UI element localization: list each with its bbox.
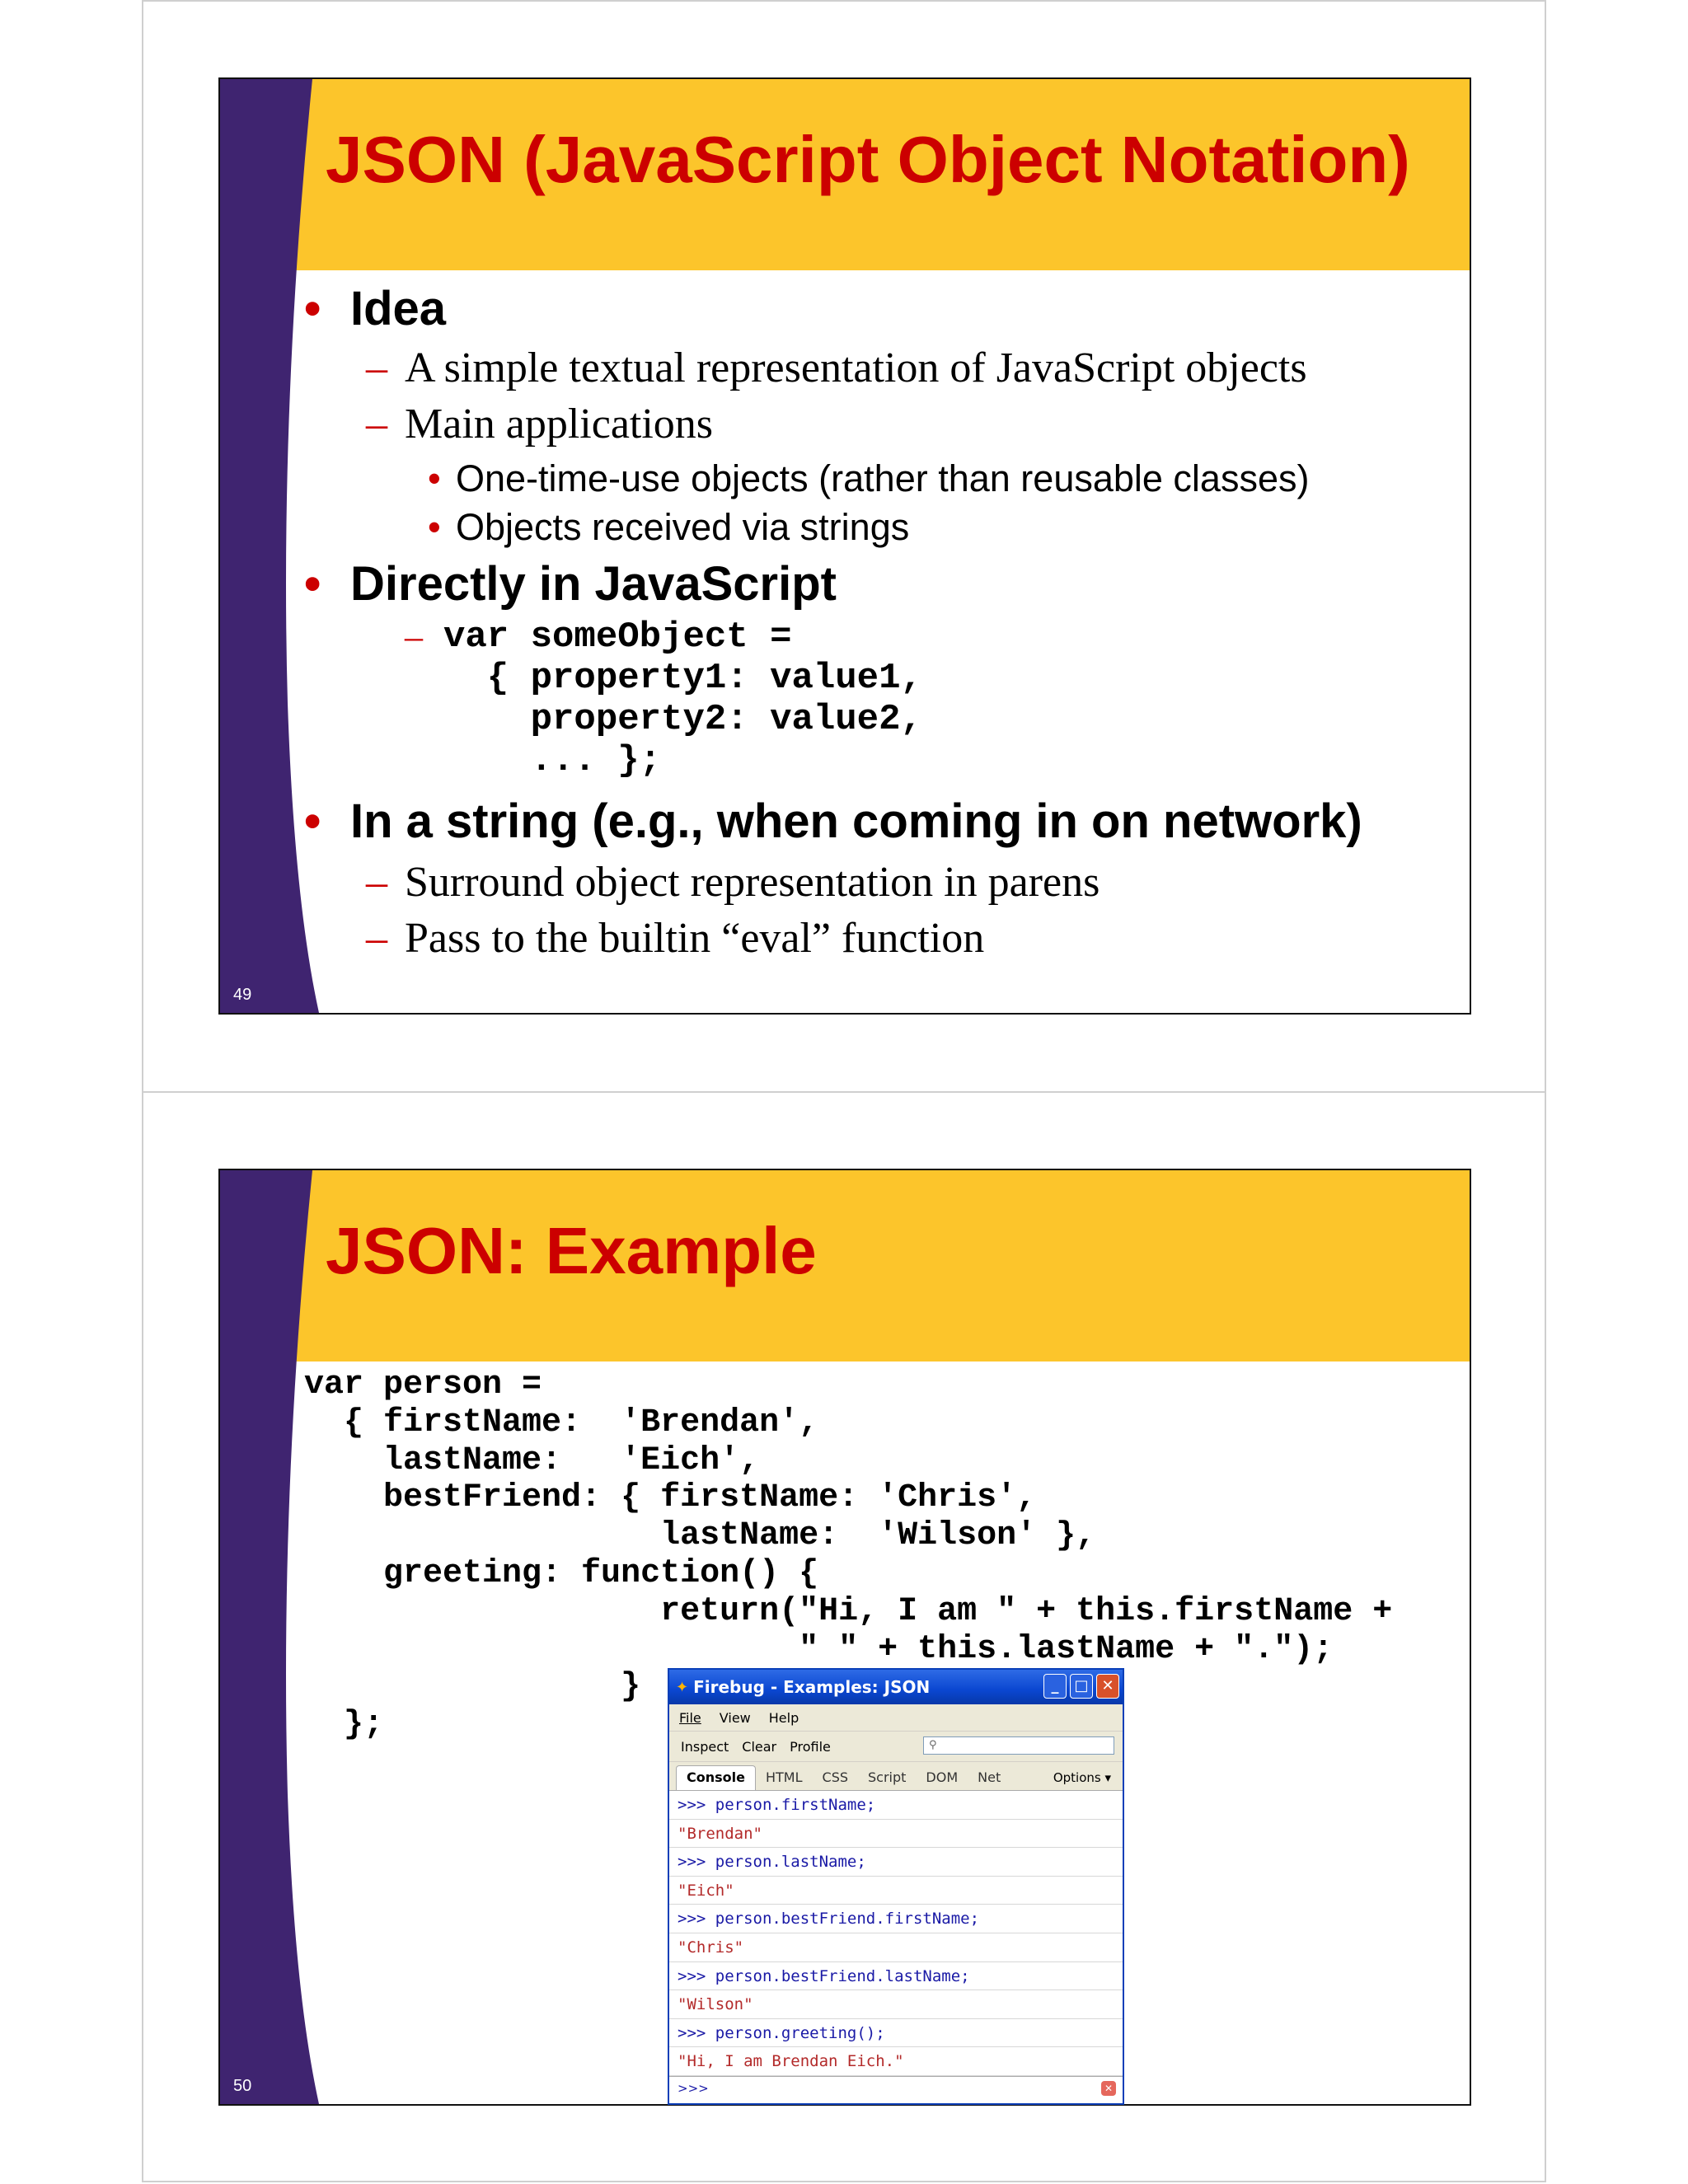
bullet-text: Idea bbox=[350, 282, 447, 335]
bullet-dot: • bbox=[428, 457, 441, 499]
slide-sidebar bbox=[220, 79, 319, 1013]
sub-bullet-parens bbox=[366, 861, 1100, 904]
bullet-text: Directly in JavaScript bbox=[350, 557, 837, 611]
options-dropdown[interactable]: Options ▾ bbox=[1053, 1770, 1111, 1785]
sub-sub-bullet-strings bbox=[428, 506, 910, 548]
tab-script[interactable]: Script bbox=[868, 1769, 907, 1785]
sub-bullet-eval bbox=[366, 917, 984, 960]
search-input[interactable] bbox=[923, 1736, 1114, 1755]
slide-number: 50 bbox=[233, 2077, 252, 2095]
slide-title: JSON: Example bbox=[326, 1214, 817, 1287]
sub-sub-bullet-one-time bbox=[428, 457, 1310, 499]
bullet-text: A simple textual representation of JavaScript objects bbox=[405, 344, 1307, 391]
code-block: var someObject = { property1: value1, property2: value2, ... }; bbox=[443, 616, 922, 781]
console-command: >>> person.bestFriend.lastName; bbox=[669, 1962, 1123, 1991]
bullet-dot: • bbox=[304, 557, 321, 611]
console-prompt: >>> bbox=[678, 2080, 709, 2096]
console-command: >>> person.firstName; bbox=[669, 1791, 1123, 1820]
sub-bullet-textual bbox=[366, 344, 1307, 391]
code-example-object bbox=[405, 616, 922, 781]
console-command: >>> person.greeting(); bbox=[669, 2019, 1123, 2048]
tab-dom[interactable]: DOM bbox=[926, 1769, 959, 1785]
menu-file[interactable]: File bbox=[679, 1709, 701, 1726]
bullet-dash: – bbox=[366, 344, 387, 391]
bullet-text: Surround object representation in parens bbox=[405, 859, 1100, 906]
tab-css[interactable]: CSS bbox=[822, 1769, 848, 1785]
tab-net[interactable]: Net bbox=[978, 1769, 1001, 1785]
menu-bar bbox=[669, 1704, 1123, 1731]
search-icon: ⚲ bbox=[929, 1739, 937, 1751]
bullet-idea bbox=[304, 282, 447, 335]
bullet-dot: • bbox=[304, 794, 321, 848]
minimize-button[interactable]: _ bbox=[1043, 1674, 1067, 1699]
window-title: Firebug - Examples: JSON bbox=[693, 1677, 931, 1697]
bullet-dot: • bbox=[428, 506, 441, 548]
close-button[interactable]: ✕ bbox=[1096, 1674, 1119, 1699]
bullet-dash: – bbox=[366, 401, 387, 448]
console-command: >>> person.bestFriend.firstName; bbox=[669, 1905, 1123, 1933]
menu-help[interactable]: Help bbox=[768, 1709, 799, 1726]
menu-view[interactable]: View bbox=[719, 1709, 751, 1726]
firebug-title-bar[interactable] bbox=[669, 1670, 1123, 1704]
bullet-dash: – bbox=[366, 859, 387, 906]
bullet-text: Main applications bbox=[405, 401, 714, 448]
slide-49 bbox=[218, 77, 1471, 1015]
console-command-line[interactable] bbox=[669, 2076, 1123, 2100]
inspect-button[interactable]: Inspect bbox=[681, 1738, 729, 1755]
tab-console[interactable]: Console bbox=[676, 1765, 756, 1790]
clear-console-icon[interactable]: ✕ bbox=[1101, 2081, 1116, 2096]
clear-button[interactable]: Clear bbox=[742, 1738, 777, 1755]
firebug-tab-bar bbox=[669, 1761, 1123, 1791]
slide-title: JSON (JavaScript Object Notation) bbox=[326, 123, 1410, 196]
window-controls bbox=[1043, 1674, 1119, 1699]
firebug-toolbar bbox=[669, 1731, 1123, 1761]
bullet-text: In a string (e.g., when coming in on network) bbox=[350, 794, 1362, 848]
console-result: "Brendan" bbox=[669, 1820, 1123, 1849]
bullet-string bbox=[304, 794, 1362, 848]
console-result: "Eich" bbox=[669, 1877, 1123, 1905]
page-divider bbox=[142, 1091, 1546, 1093]
bullet-text: Objects received via strings bbox=[456, 506, 910, 548]
firebug-window bbox=[668, 1668, 1124, 2105]
tab-html[interactable]: HTML bbox=[765, 1769, 803, 1785]
console-result: "Hi, I am Brendan Eich." bbox=[669, 2047, 1123, 2076]
sidebar-curve-graphic bbox=[220, 79, 319, 1013]
bullet-dot: • bbox=[304, 282, 321, 335]
firebug-bug-icon: ✦ bbox=[676, 1678, 689, 1696]
bullet-text: Pass to the builtin “eval” function bbox=[405, 915, 985, 962]
console-result: "Wilson" bbox=[669, 1990, 1123, 2019]
bullet-dash: – bbox=[405, 616, 423, 657]
bullet-directly bbox=[304, 557, 837, 611]
slide-number: 49 bbox=[233, 986, 252, 1004]
console-output bbox=[669, 1791, 1123, 2076]
console-result: "Chris" bbox=[669, 1933, 1123, 1962]
code-example-person: var person = { firstName: 'Brendan', lastName: 'Eich', bestFriend: { firstName: 'Chris', lastName: 'Wilson' }, greeting: function() { return("Hi, I am " + this.firstName + " " + this.lastName + "."); } }; bbox=[304, 1366, 1393, 1744]
console-command: >>> person.lastName; bbox=[669, 1848, 1123, 1877]
bullet-dash: – bbox=[366, 915, 387, 962]
maximize-button[interactable]: □ bbox=[1070, 1674, 1093, 1699]
bullet-text: One-time-use objects (rather than reusable classes) bbox=[456, 457, 1310, 499]
sub-bullet-applications bbox=[366, 403, 713, 446]
profile-button[interactable]: Profile bbox=[790, 1738, 831, 1755]
